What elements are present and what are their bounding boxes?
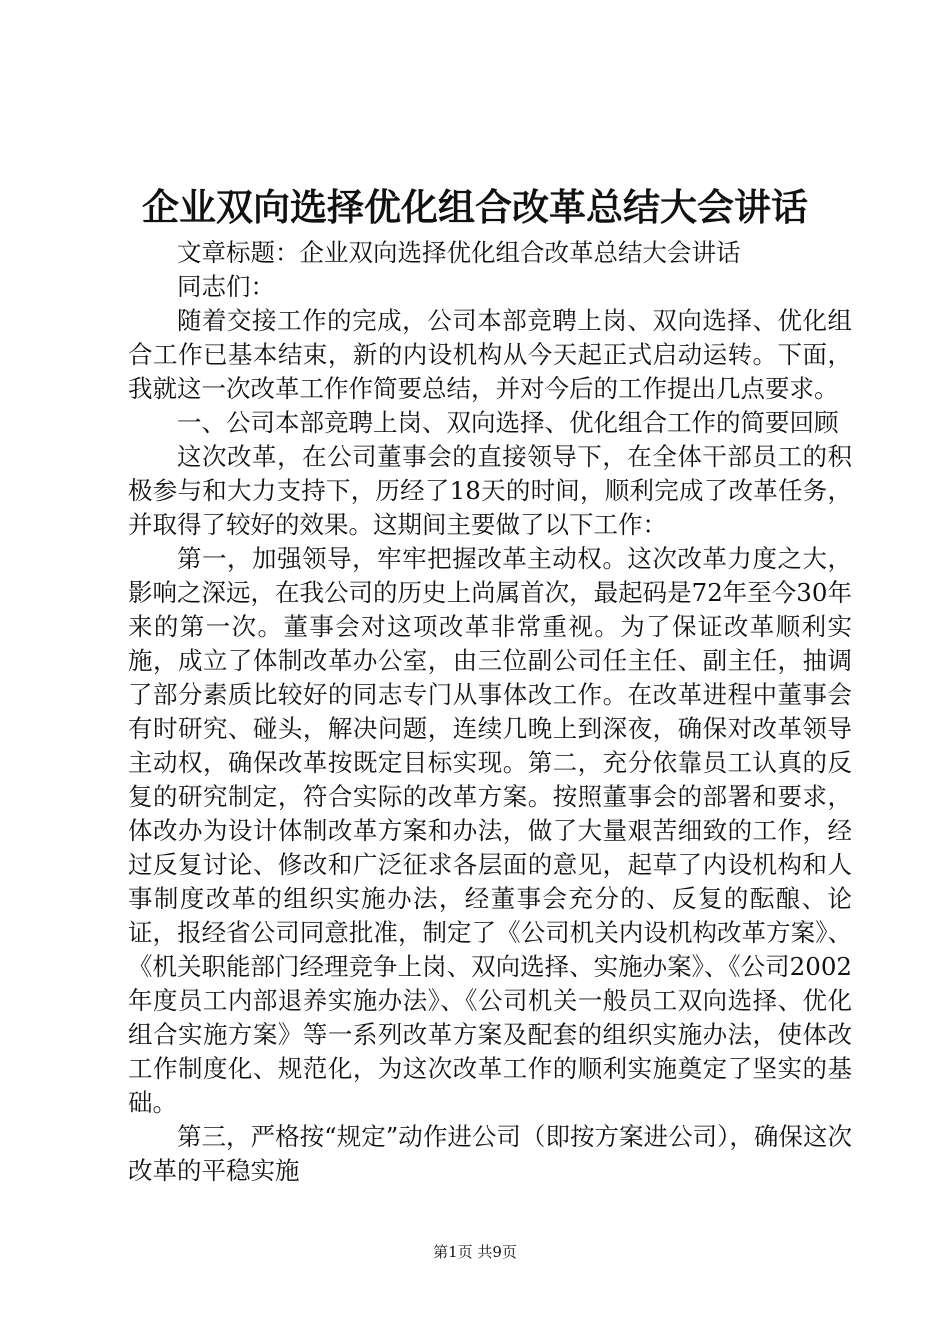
paragraph-intro: 随着交接工作的完成，公司本部竞聘上岗、双向选择、优化组合工作已基本结束，新的内设机构从今天起正式启动运转。下面，我就这一次改革工作作简要总结，并对今后的工作提出几点要求。 xyxy=(128,306,852,403)
document-body xyxy=(128,236,852,1188)
salutation: 同志们： xyxy=(177,272,275,301)
paragraph-first-second: 第一，加强领导，牢牢把握改革主动权。这次改革力度之大，影响之深远，在我公司的历史上尚属首次，最起码是72年至今30年来的第一次。董事会对这项改革非常重视。为了保证改革顺利实施，成立了体制改革办公室，由三位副公司任主任、副主任，抽调了部分素质比较好的同志专门从事体改工作。在改革进程中董事会有时研究、碰头，解决问题，连续几晚上到深夜，确保对改革领导主动权，确保改革按既定目标实现。第二，充分依靠员工认真的反复的研究制定，符合实际的改革方案。按照董事会的部署和要求，体改办为设计体制改革方案和办法，做了大量艰苦细致的工作，经过反复讨论、修改和广泛征求各层面的意见，起草了内设机构和人事制度改革的组织实施办法，经董事会充分的、反复的酝酿、论证，报经省公司同意批准，制定了《公司机关内设机构改革方案》、《机关职能部门经理竞争上岗、双向选择、实施办案》、《公司2002年度员工内部退养实施办法》、《公司机关一般员工双向选择、优化组合实施方案》等一系列改革方案及配套的组织实施办法，使体改工作制度化、规范化，为这次改革工作的顺利实施奠定了坚实的基础。 xyxy=(128,544,852,1117)
document-title: 企业双向选择优化组合改革总结大会讲话 xyxy=(142,185,808,229)
paragraph-overview: 这次改革，在公司董事会的直接领导下，在全体干部员工的积极参与和大力支持下，历经了18天的时间，顺利完成了改革任务，并取得了较好的效果。这期间主要做了以下工作： xyxy=(128,442,852,539)
paragraph-third: 第三，严格按“规定”动作进公司（即按方案进公司），确保这次改革的平稳实施 xyxy=(128,1122,852,1185)
article-title-line: 文章标题：企业双向选择优化组合改革总结大会讲话 xyxy=(177,238,741,267)
section-heading-1: 一、公司本部竞聘上岗、双向选择、优化组合工作的简要回顾 xyxy=(177,408,839,437)
page-number-footer: 第1页 共9页 xyxy=(433,1243,517,1261)
